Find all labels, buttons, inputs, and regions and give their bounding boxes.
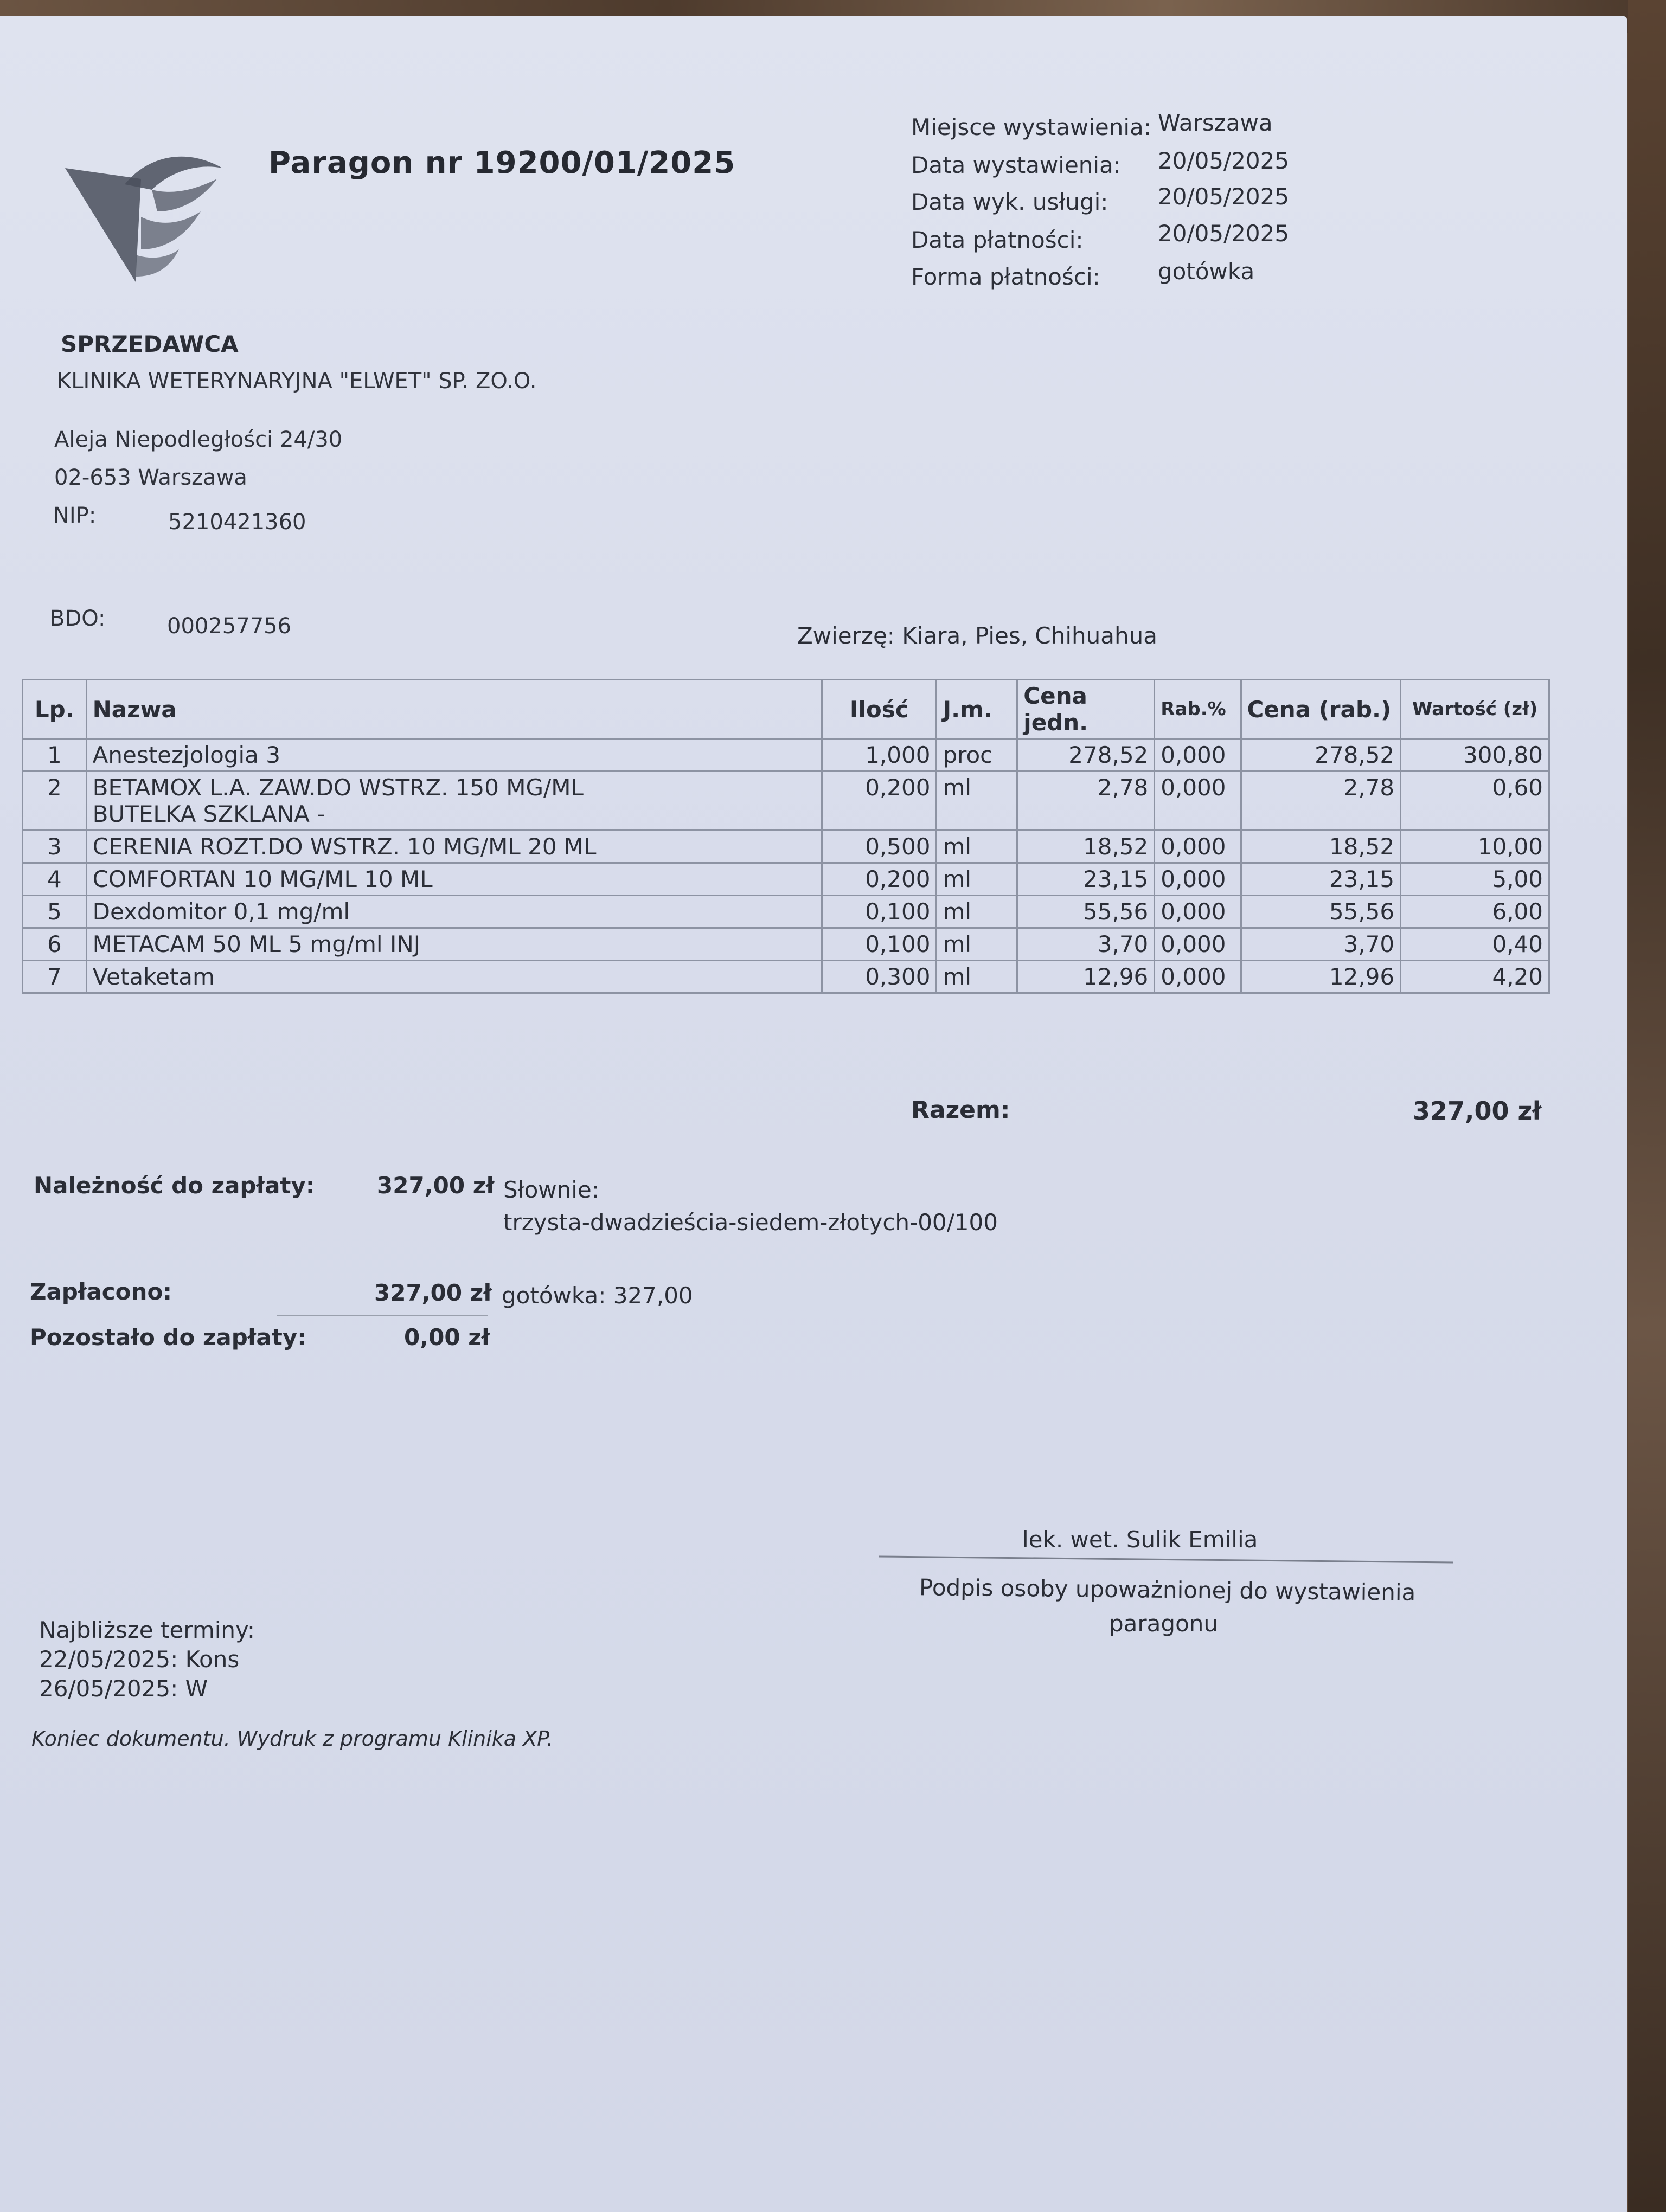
cell-price: 23,15 [1017, 863, 1155, 896]
cell-price: 18,52 [1017, 831, 1155, 863]
cell-name [86, 739, 822, 771]
remaining-label: Pozostało do zapłaty: [30, 1324, 306, 1351]
seller-nip: 5210421360 [168, 510, 306, 535]
items-table [22, 679, 1550, 994]
cell-qty: 0,300 [822, 961, 937, 993]
cell-qty: 0,100 [822, 928, 937, 961]
appointments-heading: Najbliższe terminy: [39, 1617, 255, 1643]
cell-name [86, 863, 822, 896]
meta-value-payment-form: gotówka [1158, 258, 1255, 285]
signature-line [879, 1555, 1453, 1563]
amount-words-value: trzysta-dwadzieścia-siedem-złotych-00/100 [503, 1209, 998, 1236]
signature-caption-line-2: paragonu [1109, 1610, 1218, 1637]
cell-name-line: Vetaketam [92, 963, 215, 990]
signature-caption-line-1: Podpis osoby upoważnionej do wystawienia [919, 1574, 1416, 1606]
cell-unit: ml [937, 896, 1017, 928]
cell-name [86, 896, 822, 928]
cell-price-discounted: 2,78 [1241, 771, 1401, 831]
amount-due-value: 327,00 zł [377, 1172, 495, 1199]
cell-price: 55,56 [1017, 896, 1155, 928]
seller-nip-label: NIP: [53, 503, 97, 528]
appointment-item: 26/05/2025: W [39, 1675, 208, 1702]
amount-words-label: Słownie: [503, 1176, 599, 1203]
header-unit: J.m. [937, 680, 1017, 739]
seller-bdo-label: BDO: [50, 606, 106, 631]
header-qty: Ilość [822, 680, 937, 739]
cell-value: 0,40 [1401, 928, 1549, 961]
cell-lp: 7 [23, 961, 87, 993]
meta-value-payment-date: 20/05/2025 [1158, 220, 1290, 247]
meta-label-place: Miejsce wystawienia: [911, 114, 1151, 140]
cell-price-discounted: 278,52 [1241, 739, 1401, 771]
seller-city: 02-653 Warszawa [54, 465, 247, 490]
total-value: 327,00 zł [1413, 1096, 1542, 1126]
cell-discount: 0,000 [1155, 928, 1241, 961]
clinic-logo-icon [60, 146, 233, 293]
seller-bdo: 000257756 [167, 614, 292, 639]
cell-lp: 5 [23, 896, 87, 928]
cell-lp: 6 [23, 928, 87, 961]
divider-line [277, 1315, 488, 1316]
meta-label-issue-date: Data wystawienia: [911, 152, 1121, 178]
cell-name-line: BETAMOX L.A. ZAW.DO WSTRZ. 150 MG/ML [92, 774, 584, 801]
table-row [23, 961, 1549, 993]
seller-heading: SPRZEDAWCA [61, 331, 239, 357]
cell-price-discounted: 12,96 [1241, 961, 1401, 993]
cell-name [86, 771, 822, 831]
animal-info: Zwierzę: Kiara, Pies, Chihuahua [797, 622, 1158, 649]
table-row [23, 739, 1549, 771]
cell-value: 6,00 [1401, 896, 1549, 928]
receipt-paper [0, 16, 1627, 2212]
background-wood-right [1628, 0, 1666, 2212]
cell-value: 4,20 [1401, 961, 1549, 993]
cell-discount: 0,000 [1155, 739, 1241, 771]
cell-unit: ml [937, 771, 1017, 831]
cell-lp: 2 [23, 771, 87, 831]
cell-price: 2,78 [1017, 771, 1155, 831]
cell-price: 278,52 [1017, 739, 1155, 771]
meta-label-service-date: Data wyk. usługi: [911, 189, 1108, 215]
cell-value: 300,80 [1401, 739, 1549, 771]
paid-value: 327,00 zł [374, 1279, 492, 1306]
cell-value: 5,00 [1401, 863, 1549, 896]
cell-name-line: Dexdomitor 0,1 mg/ml [92, 898, 350, 925]
table-row [23, 771, 1549, 831]
meta-value-issue-date: 20/05/2025 [1158, 147, 1290, 174]
cell-discount: 0,000 [1155, 831, 1241, 863]
header-price-discounted: Cena (rab.) [1241, 680, 1401, 739]
cell-discount: 0,000 [1155, 896, 1241, 928]
table-row [23, 831, 1549, 863]
cell-price-discounted: 3,70 [1241, 928, 1401, 961]
paid-label: Zapłacono: [30, 1278, 172, 1305]
cell-discount: 0,000 [1155, 771, 1241, 831]
cell-name [86, 831, 822, 863]
cell-price-discounted: 18,52 [1241, 831, 1401, 863]
remaining-value: 0,00 zł [404, 1324, 490, 1351]
cell-qty: 0,200 [822, 863, 937, 896]
amount-due-label: Należność do zapłaty: [34, 1172, 315, 1199]
cell-unit: proc [937, 739, 1017, 771]
cell-name [86, 928, 822, 961]
cell-value: 10,00 [1401, 831, 1549, 863]
cell-lp: 3 [23, 831, 87, 863]
document-footer: Koniec dokumentu. Wydruk z programu Klinika XP. [31, 1727, 553, 1751]
appointment-item: 22/05/2025: Kons [39, 1646, 240, 1673]
cell-qty: 0,500 [822, 831, 937, 863]
cell-name-line: Anestezjologia 3 [92, 742, 280, 768]
header-lp: Lp. [23, 680, 87, 739]
cell-unit: ml [937, 831, 1017, 863]
cell-name-line: METACAM 50 ML 5 mg/ml INJ [92, 931, 421, 957]
cell-price-discounted: 23,15 [1241, 863, 1401, 896]
cell-price: 12,96 [1017, 961, 1155, 993]
cell-name-line-2: BUTELKA SZKLANA - [92, 801, 325, 827]
cell-unit: ml [937, 928, 1017, 961]
meta-label-payment-form: Forma płatności: [911, 263, 1100, 290]
meta-value-place: Warszawa [1158, 110, 1273, 136]
cell-unit: ml [937, 863, 1017, 896]
paid-method: gotówka: 327,00 [502, 1282, 693, 1309]
total-label: Razem: [911, 1096, 1010, 1124]
meta-value-service-date: 20/05/2025 [1158, 183, 1290, 210]
cell-name-line: CERENIA ROZT.DO WSTRZ. 10 MG/ML 20 ML [92, 833, 597, 860]
header-price: Cena jedn. [1017, 680, 1155, 739]
cell-lp: 4 [23, 863, 87, 896]
table-row [23, 928, 1549, 961]
cell-qty: 1,000 [822, 739, 937, 771]
header-discount: Rab.% [1155, 680, 1241, 739]
signatory-name: lek. wet. Sulik Emilia [1022, 1526, 1258, 1553]
cell-discount: 0,000 [1155, 961, 1241, 993]
cell-price-discounted: 55,56 [1241, 896, 1401, 928]
cell-name [86, 961, 822, 993]
cell-qty: 0,200 [822, 771, 937, 831]
cell-value: 0,60 [1401, 771, 1549, 831]
seller-street: Aleja Niepodległości 24/30 [54, 427, 343, 452]
meta-label-payment-date: Data płatności: [911, 227, 1084, 253]
table-row [23, 863, 1549, 896]
cell-lp: 1 [23, 739, 87, 771]
cell-qty: 0,100 [822, 896, 937, 928]
header-name: Nazwa [86, 680, 822, 739]
header-value: Wartość (zł) [1401, 680, 1549, 739]
table-header-row [23, 680, 1549, 739]
cell-unit: ml [937, 961, 1017, 993]
document-title: Paragon nr 19200/01/2025 [268, 145, 736, 181]
cell-discount: 0,000 [1155, 863, 1241, 896]
table-row [23, 896, 1549, 928]
cell-price: 3,70 [1017, 928, 1155, 961]
cell-name-line: COMFORTAN 10 MG/ML 10 ML [92, 866, 433, 892]
seller-name: KLINIKA WETERYNARYJNA "ELWET" SP. ZO.O. [57, 369, 537, 394]
